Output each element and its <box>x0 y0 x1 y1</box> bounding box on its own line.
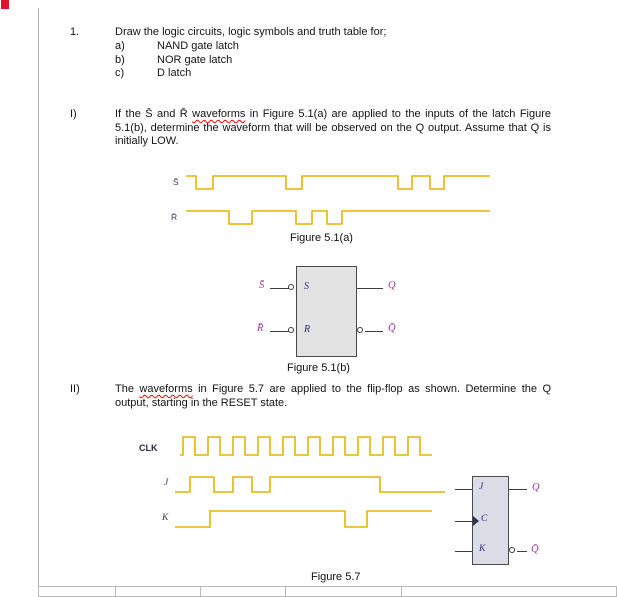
latch-qbar-output-line <box>365 331 383 332</box>
latch-body <box>296 266 357 357</box>
item-1b-label: b) <box>115 53 125 66</box>
ff-clock-input-line <box>455 521 472 522</box>
ff-q-output-line <box>509 489 527 490</box>
clk-waveform <box>180 437 432 455</box>
item-1c-row <box>115 67 239 81</box>
figure-5-1a-caption: Figure 5.1(a) <box>290 232 353 244</box>
item-ii-text-pre: The <box>115 383 140 395</box>
item-i-text-post: in Figure 5.1(a) are applied to the inputs of the latch Figure 5.1(b), determine the waveform that will be observed on the Q output. Assume that Q is initially LOW. <box>115 108 551 147</box>
latch-internal-s-label: S <box>304 281 309 292</box>
latch-qbar-label: Q̄ <box>388 323 396 334</box>
item-1c-label: c) <box>115 67 125 79</box>
r-bar-wave-label: R̄ <box>171 212 178 222</box>
table-border-v1 <box>38 586 39 597</box>
r-bar-waveform <box>186 211 490 224</box>
s-bar-waveform <box>186 176 490 189</box>
item-i-text-pre: If the S̄ and R̄ <box>115 108 193 120</box>
item-1a-text: NAND gate latch <box>157 40 239 52</box>
table-border-top <box>38 586 616 587</box>
latch-q-output-line <box>357 288 383 289</box>
item-1-text: Draw the logic circuits, logic symbols and truth table for; <box>115 26 387 38</box>
latch-internal-r-label: R <box>304 324 311 335</box>
ff-qbar-output-line <box>517 551 527 552</box>
ff-j-input-line <box>455 489 472 490</box>
latch-r-input-line <box>270 331 289 332</box>
ff-k-input-line <box>455 551 472 552</box>
ff-qbar-inversion-bubble-icon <box>509 547 515 553</box>
item-i-number: I) <box>70 108 77 120</box>
revision-mark <box>1 0 9 9</box>
ff-internal-j-label: J <box>479 482 484 492</box>
item-1a-row <box>115 40 239 54</box>
j-waveform <box>175 477 445 492</box>
left-boundary-line <box>38 8 39 587</box>
item-ii-number: II) <box>70 383 80 395</box>
latch-s-bar-label: S̄ <box>259 280 265 291</box>
figure-5-7-caption: Figure 5.7 <box>311 571 361 583</box>
k-waveform <box>175 511 432 527</box>
figure-5-1b-caption: Figure 5.1(b) <box>287 362 350 374</box>
table-border-v3 <box>200 586 201 597</box>
item-i-misspelled-word: waveforms <box>192 108 246 120</box>
latch-s-input-line <box>270 288 289 289</box>
latch-q-label: Q <box>388 280 396 291</box>
item-1-number: 1. <box>70 26 80 38</box>
ff-internal-c-label: C <box>481 514 488 524</box>
latch-r-inversion-bubble-icon <box>288 327 294 333</box>
ff-internal-k-label: K <box>479 544 486 554</box>
item-1b-text: NOR gate latch <box>157 53 233 66</box>
item-1c-text: D latch <box>157 67 192 79</box>
ff-qbar-label: Q̄ <box>531 544 539 555</box>
table-border-v5 <box>401 586 402 597</box>
item-1a-label: a) <box>115 40 125 52</box>
latch-r-bar-label: R̄ <box>257 323 264 334</box>
item-1-subitems <box>115 40 239 81</box>
latch-s-inversion-bubble-icon <box>288 284 294 290</box>
item-ii-misspelled-word: waveforms <box>139 383 193 395</box>
item-1b-row <box>115 54 239 68</box>
item-ii-text-post: in Figure 5.7 are applied to the flip-flop as shown. Determine the Q output, starting in the RESET state. <box>115 383 551 409</box>
s-bar-wave-label: S̄ <box>173 177 179 187</box>
item-i-paragraph <box>115 108 551 149</box>
table-border-v4 <box>285 586 286 597</box>
table-border-v2 <box>115 586 116 597</box>
item-ii-paragraph <box>115 383 551 410</box>
latch-qbar-inversion-bubble-icon <box>357 327 363 333</box>
j-wave-label: J <box>164 478 169 488</box>
ff-dynamic-clock-indicator-icon <box>473 516 479 526</box>
k-wave-label: K <box>162 513 169 523</box>
ff-q-label: Q <box>532 482 540 493</box>
clk-wave-label: CLK <box>139 443 158 453</box>
